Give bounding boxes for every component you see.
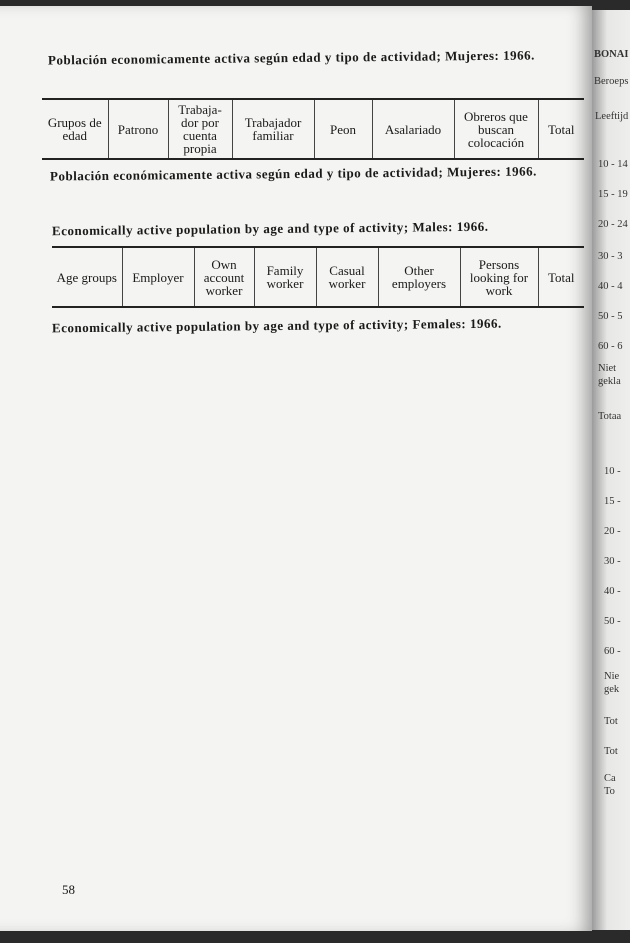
header-obreros: Obreros que buscan colocación — [454, 99, 538, 159]
header-family-worker: Family worker — [254, 247, 316, 307]
facing-text: Beroeps — [594, 76, 629, 87]
header-familiar: Trabajador familiar — [232, 99, 314, 159]
facing-text: 40 - 4 — [598, 281, 623, 292]
table-en-header — [52, 246, 584, 308]
facing-text: 15 - — [604, 496, 621, 507]
header-casual-worker: Casual worker — [316, 247, 378, 307]
facing-text: 15 - 19 — [598, 189, 628, 200]
facing-text: 60 - — [604, 646, 621, 657]
facing-text: 40 - — [604, 586, 621, 597]
facing-text: 50 - — [604, 616, 621, 627]
header-employer: Employer — [122, 247, 194, 307]
facing-text: 60 - 6 — [598, 341, 623, 352]
facing-text: Tot — [604, 746, 618, 757]
header-total-en: Total — [538, 247, 584, 307]
header-peon: Peon — [314, 99, 372, 159]
facing-text: Tot — [604, 716, 618, 727]
table-es-header — [42, 98, 584, 160]
facing-text: Niet gekla — [598, 363, 621, 387]
header-total: Total — [538, 99, 584, 159]
header-cuenta-propia: Trabaja-dor por cuenta propia — [168, 99, 232, 159]
title-es-women-top: Población economicamente activa según edad y tipo de actividad; Mujeres: 1966. — [47, 47, 535, 68]
facing-text: 10 - — [604, 466, 621, 477]
header-own-account: Own account worker — [194, 247, 254, 307]
facing-text: 20 - — [604, 526, 621, 537]
title-es-women-bottom: Población económicamente activa según edad y tipo de actividad; Mujeres: 1966. — [49, 163, 537, 184]
header-other-employers: Other employers — [378, 247, 460, 307]
title-en-females: Economically active population by age and type of activity; Females: 1966. — [51, 315, 502, 336]
header-asalariado: Asalariado — [372, 99, 454, 159]
facing-text: Ca To — [604, 773, 616, 797]
facing-text: 20 - 24 — [598, 219, 628, 230]
title-en-males: Economically active population by age and type of activity; Males: 1966. — [51, 218, 489, 239]
facing-text: 10 - 14 — [598, 159, 628, 170]
page-number: 58 — [62, 882, 75, 897]
header-grupos: Grupos de edad — [47, 115, 102, 143]
facing-text: Nie gek — [604, 671, 620, 695]
facing-text: 30 - — [604, 556, 621, 567]
header-age-groups: Age groups — [56, 269, 117, 285]
facing-text: BONAI — [594, 49, 629, 60]
facing-text: Totaa — [598, 411, 622, 422]
facing-text: 50 - 5 — [598, 311, 623, 322]
document-page — [0, 6, 592, 931]
facing-page — [592, 10, 630, 930]
facing-text: Leeftijd — [595, 111, 629, 122]
facing-text: 30 - 3 — [598, 251, 623, 262]
header-patrono: Patrono — [108, 99, 168, 159]
header-persons-looking: Persons looking for work — [460, 247, 538, 307]
